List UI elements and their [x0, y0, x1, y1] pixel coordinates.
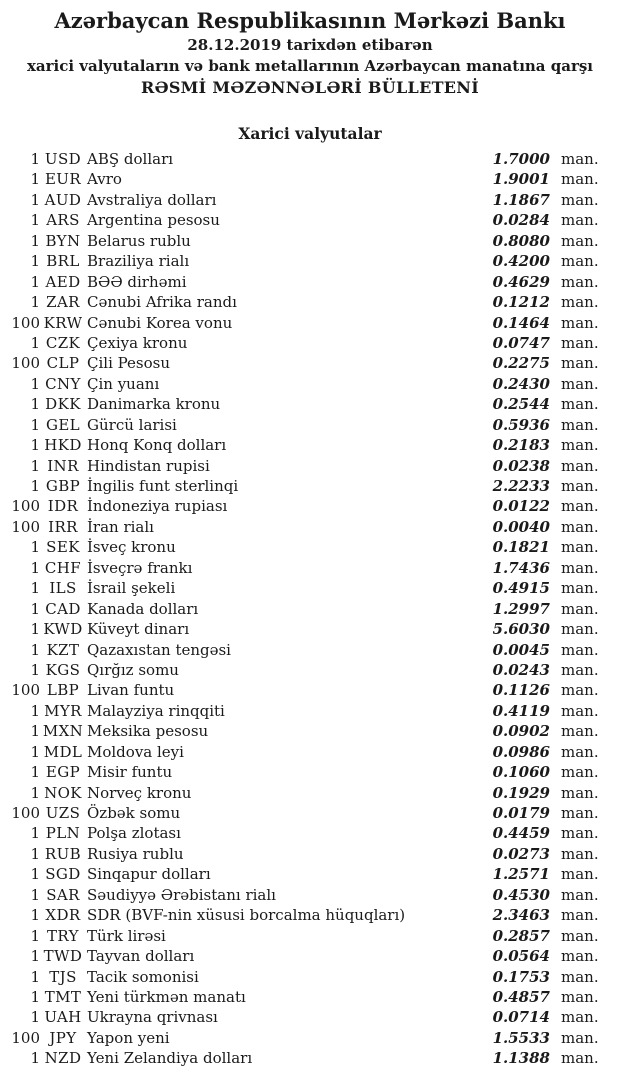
qty-cell: 1: [30, 558, 40, 577]
code-cell: LBP: [46, 681, 80, 700]
rate-cell: 0.0179: [492, 804, 550, 822]
code-cell: TMT: [44, 987, 82, 1006]
qty-cell: 1: [30, 722, 40, 741]
table-row: [0, 496, 620, 516]
table-row: [0, 190, 620, 210]
unit-cell: man.: [561, 620, 599, 639]
table-row: [0, 783, 620, 803]
table-row: [0, 456, 620, 476]
qty-cell: 1: [30, 947, 40, 966]
code-cell: UZS: [45, 804, 81, 822]
code-cell: MXN: [42, 722, 84, 741]
table-row: [0, 1028, 620, 1048]
qty-cell: 1: [30, 844, 40, 863]
qty-cell: 1: [30, 456, 40, 475]
name-cell: Tacik somonisi: [87, 967, 199, 986]
rate-cell: 0.1060: [492, 763, 550, 782]
name-cell: Özbək somu: [87, 804, 181, 822]
name-cell: BƏƏ dirhəmi: [87, 272, 187, 291]
code-cell: NZD: [44, 1049, 82, 1068]
qty-cell: 1: [30, 436, 40, 455]
table-row: [0, 701, 620, 721]
name-cell: Yeni türkmən manatı: [87, 987, 246, 1006]
code-cell: CAD: [45, 599, 81, 618]
table-row: [0, 251, 620, 271]
rate-cell: 0.0243: [492, 660, 550, 679]
unit-cell: man.: [561, 395, 599, 414]
code-cell: DKK: [45, 395, 81, 414]
unit-cell: man.: [561, 987, 599, 1006]
table-row: [0, 210, 620, 230]
table-row: [0, 1048, 620, 1068]
code-cell: ILS: [49, 579, 77, 598]
name-cell: Küveyt dinarı: [87, 620, 190, 639]
code-cell: TRY: [47, 926, 79, 945]
table-row: [0, 660, 620, 680]
code-cell: KWD: [43, 620, 83, 639]
unit-cell: man.: [561, 967, 599, 986]
table-row: [0, 905, 620, 925]
name-cell: Çexiya kronu: [87, 333, 188, 352]
table-row: [0, 374, 620, 394]
rate-cell: 0.2430: [492, 374, 550, 393]
table-row: [0, 742, 620, 762]
rate-cell: 1.2571: [492, 865, 550, 884]
rate-cell: 0.2544: [492, 395, 550, 414]
table-row: [0, 967, 620, 987]
code-cell: SEK: [46, 538, 80, 557]
qty-cell: 100: [11, 681, 40, 700]
table-row: [0, 517, 620, 537]
rate-cell: 0.0238: [492, 456, 550, 475]
name-cell: Cənubi Korea vonu: [87, 313, 233, 332]
qty-cell: 100: [11, 1028, 40, 1047]
rate-cell: 0.0564: [492, 947, 550, 966]
name-cell: İngilis funt sterlinqi: [87, 477, 239, 495]
unit-cell: man.: [561, 660, 599, 679]
rate-cell: 0.2183: [492, 436, 550, 455]
currency-rates-table: [0, 149, 620, 1069]
code-cell: TWD: [43, 947, 83, 966]
qty-cell: 1: [30, 252, 40, 271]
rate-cell: 0.0045: [492, 640, 550, 659]
qty-cell: 1: [30, 660, 40, 679]
rate-cell: 1.5533: [492, 1028, 550, 1047]
bank-title: Azərbaycan Respublikasının Mərkəzi Bankı: [54, 8, 566, 33]
unit-cell: man.: [561, 599, 599, 618]
unit-cell: man.: [561, 456, 599, 475]
name-cell: Rusiya rublu: [87, 844, 184, 863]
rate-cell: 0.0747: [492, 333, 550, 352]
name-cell: Meksika pesosu: [87, 722, 209, 741]
scope-line: xarici valyutaların və bank metallarının Azərbaycan manatına qarşı: [26, 57, 594, 75]
unit-cell: man.: [561, 865, 599, 884]
qty-cell: 1: [30, 272, 40, 291]
name-cell: Livan funtu: [87, 681, 175, 700]
rate-cell: 0.0122: [492, 497, 550, 516]
rate-cell: 1.1388: [492, 1049, 550, 1068]
rate-cell: 0.0714: [492, 1008, 550, 1027]
name-cell: Qazaxıstan tengəsi: [87, 640, 231, 659]
rate-cell: 1.9001: [492, 170, 550, 189]
unit-cell: man.: [561, 252, 599, 271]
code-cell: NOK: [44, 783, 82, 802]
name-cell: SDR (BVF-nin xüsusi borcalma hüquqları): [87, 906, 406, 925]
rate-cell: 1.7000: [492, 150, 550, 168]
code-cell: MYR: [44, 701, 82, 720]
unit-cell: man.: [561, 579, 599, 598]
rate-cell: 0.5936: [492, 415, 550, 434]
unit-cell: man.: [561, 272, 599, 291]
table-row: [0, 864, 620, 884]
rate-cell: 0.4915: [492, 579, 550, 598]
qty-cell: 100: [11, 804, 40, 822]
qty-cell: 1: [30, 477, 40, 495]
unit-cell: man.: [561, 640, 599, 659]
name-cell: Cənubi Afrika randı: [87, 293, 237, 312]
name-cell: Honq Konq dolları: [87, 436, 227, 455]
rate-cell: 0.2275: [492, 354, 550, 373]
qty-cell: 1: [30, 415, 40, 434]
name-cell: Polşa zlotası: [87, 824, 181, 843]
name-cell: Gürcü larisi: [87, 415, 177, 434]
code-cell: JPY: [49, 1028, 77, 1047]
code-cell: AED: [45, 272, 81, 291]
rate-cell: 0.4459: [492, 824, 550, 843]
unit-cell: man.: [561, 947, 599, 966]
rate-cell: 0.2857: [492, 926, 550, 945]
section-title: Xarici valyutalar: [238, 124, 382, 143]
table-row: [0, 313, 620, 333]
table-row: [0, 946, 620, 966]
rate-cell: 0.0273: [492, 844, 550, 863]
table-row: [0, 823, 620, 843]
qty-cell: 1: [30, 170, 40, 189]
code-cell: TJS: [49, 967, 77, 986]
code-cell: ARS: [46, 211, 80, 230]
table-row: [0, 885, 620, 905]
table-row: [0, 231, 620, 251]
name-cell: Çin yuanı: [87, 374, 160, 393]
table-row: [0, 149, 620, 169]
rate-cell: 0.4629: [492, 272, 550, 291]
rate-cell: 0.1126: [492, 681, 550, 700]
code-cell: MDL: [43, 742, 83, 761]
table-row: [0, 272, 620, 292]
bulletin-title: RƏSMİ MƏZƏNNƏLƏRİ BÜLLETENİ: [140, 78, 480, 97]
qty-cell: 1: [30, 701, 40, 720]
unit-cell: man.: [561, 538, 599, 557]
qty-cell: 100: [11, 313, 40, 332]
table-row: [0, 333, 620, 353]
effective-date-line: 28.12.2019 tarixdən etibarən: [187, 36, 433, 54]
unit-cell: man.: [561, 497, 599, 516]
code-cell: KZT: [46, 640, 80, 659]
table-row: [0, 803, 620, 823]
code-cell: AUD: [44, 190, 82, 209]
table-row: [0, 721, 620, 741]
unit-cell: man.: [561, 190, 599, 209]
qty-cell: 1: [30, 599, 40, 618]
qty-cell: 1: [30, 150, 40, 168]
name-cell: Kanada dolları: [87, 599, 199, 618]
code-cell: CLP: [46, 354, 80, 373]
code-cell: SGD: [45, 865, 81, 884]
table-row: [0, 1007, 620, 1027]
rate-cell: 0.1753: [492, 967, 550, 986]
rate-cell: 0.4119: [492, 701, 550, 720]
qty-cell: 1: [30, 783, 40, 802]
rate-cell: 0.0986: [492, 742, 550, 761]
rate-cell: 0.4200: [492, 252, 550, 271]
rate-cell: 0.1464: [492, 313, 550, 332]
rate-cell: 0.4857: [492, 987, 550, 1006]
qty-cell: 1: [30, 190, 40, 209]
table-row: [0, 599, 620, 619]
code-cell: HKD: [44, 436, 82, 455]
table-row: [0, 353, 620, 373]
table-row: [0, 762, 620, 782]
code-cell: GEL: [45, 415, 81, 434]
qty-cell: 1: [30, 620, 40, 639]
unit-cell: man.: [561, 804, 599, 822]
code-cell: INR: [47, 456, 79, 475]
unit-cell: man.: [561, 763, 599, 782]
unit-cell: man.: [561, 477, 599, 495]
name-cell: İran rialı: [87, 517, 154, 536]
name-cell: Norveç kronu: [87, 783, 192, 802]
code-cell: SAR: [46, 885, 80, 904]
name-cell: Çili Pesosu: [87, 354, 171, 373]
qty-cell: 1: [30, 579, 40, 598]
qty-cell: 1: [30, 885, 40, 904]
rate-cell: 0.0040: [492, 517, 550, 536]
rate-cell: 0.1821: [492, 538, 550, 557]
qty-cell: 1: [30, 333, 40, 352]
unit-cell: man.: [561, 415, 599, 434]
qty-cell: 100: [11, 497, 40, 516]
rate-cell: 0.8080: [492, 231, 550, 250]
table-row: [0, 619, 620, 639]
unit-cell: man.: [561, 354, 599, 373]
rate-cell: 0.0284: [492, 211, 550, 230]
unit-cell: man.: [561, 1008, 599, 1027]
name-cell: Türk lirəsi: [87, 926, 166, 945]
table-row: [0, 987, 620, 1007]
qty-cell: 1: [30, 926, 40, 945]
qty-cell: 1: [30, 1008, 40, 1027]
code-cell: BRL: [46, 252, 80, 271]
table-row: [0, 537, 620, 557]
table-row: [0, 292, 620, 312]
qty-cell: 1: [30, 1049, 40, 1068]
unit-cell: man.: [561, 170, 599, 189]
qty-cell: 1: [30, 538, 40, 557]
rate-cell: 5.6030: [492, 620, 550, 639]
unit-cell: man.: [561, 293, 599, 312]
unit-cell: man.: [561, 885, 599, 904]
table-row: [0, 558, 620, 578]
code-cell: RUB: [44, 844, 82, 863]
name-cell: Danimarka kronu: [87, 395, 221, 414]
code-cell: IDR: [47, 497, 79, 516]
qty-cell: 100: [11, 354, 40, 373]
code-cell: UAH: [44, 1008, 82, 1027]
code-cell: CZK: [45, 333, 81, 352]
rate-cell: 1.7436: [492, 558, 550, 577]
unit-cell: man.: [561, 1049, 599, 1068]
rate-cell: 0.1212: [492, 293, 550, 312]
qty-cell: 1: [30, 906, 40, 925]
unit-cell: man.: [561, 211, 599, 230]
unit-cell: man.: [561, 436, 599, 455]
table-row: [0, 578, 620, 598]
code-cell: EUR: [44, 170, 82, 189]
name-cell: Moldova leyi: [87, 742, 184, 761]
qty-cell: 1: [30, 640, 40, 659]
qty-cell: 1: [30, 824, 40, 843]
unit-cell: man.: [561, 722, 599, 741]
unit-cell: man.: [561, 906, 599, 925]
code-cell: EGP: [45, 763, 81, 782]
name-cell: Yapon yeni: [87, 1028, 170, 1047]
unit-cell: man.: [561, 517, 599, 536]
qty-cell: 1: [30, 763, 40, 782]
qty-cell: 1: [30, 374, 40, 393]
name-cell: Qırğız somu: [87, 660, 179, 679]
name-cell: Yeni Zelandiya dolları: [87, 1049, 253, 1068]
code-cell: BYN: [45, 231, 81, 250]
unit-cell: man.: [561, 701, 599, 720]
qty-cell: 1: [30, 742, 40, 761]
qty-cell: 1: [30, 211, 40, 230]
rate-cell: 1.2997: [492, 599, 550, 618]
rate-cell: 1.1867: [492, 190, 550, 209]
unit-cell: man.: [561, 783, 599, 802]
rate-cell: 0.1929: [492, 783, 550, 802]
unit-cell: man.: [561, 313, 599, 332]
name-cell: Səudiyyə Ərəbistanı rialı: [87, 885, 276, 904]
name-cell: İndoneziya rupiası: [87, 497, 228, 516]
unit-cell: man.: [561, 742, 599, 761]
code-cell: KGS: [45, 660, 81, 679]
qty-cell: 1: [30, 865, 40, 884]
qty-cell: 1: [30, 293, 40, 312]
name-cell: Hindistan rupisi: [87, 456, 210, 475]
table-row: [0, 415, 620, 435]
unit-cell: man.: [561, 150, 599, 168]
unit-cell: man.: [561, 926, 599, 945]
unit-cell: man.: [561, 558, 599, 577]
unit-cell: man.: [561, 824, 599, 843]
name-cell: Sinqapur dolları: [87, 865, 211, 884]
name-cell: Tayvan dolları: [87, 947, 195, 966]
code-cell: IRR: [48, 517, 78, 536]
unit-cell: man.: [561, 844, 599, 863]
qty-cell: 1: [30, 987, 40, 1006]
rate-cell: 2.3463: [492, 906, 550, 925]
name-cell: Braziliya rialı: [87, 252, 190, 271]
name-cell: ABŞ dolları: [87, 150, 174, 168]
table-row: [0, 476, 620, 496]
code-cell: ZAR: [46, 293, 80, 312]
document-header: [0, 9, 620, 98]
code-cell: GBP: [45, 477, 81, 495]
name-cell: Misir funtu: [87, 763, 173, 782]
qty-cell: 1: [30, 395, 40, 414]
unit-cell: man.: [561, 333, 599, 352]
name-cell: Ukrayna qrivnası: [87, 1008, 218, 1027]
table-row: [0, 394, 620, 414]
name-cell: İsveçrə frankı: [87, 558, 193, 577]
rate-cell: 0.0902: [492, 722, 550, 741]
name-cell: Avstraliya dolları: [87, 190, 217, 209]
code-cell: XDR: [45, 906, 81, 925]
code-cell: KRW: [43, 313, 83, 332]
table-row: [0, 169, 620, 189]
code-cell: PLN: [45, 824, 81, 843]
rate-cell: 2.2233: [492, 477, 550, 495]
name-cell: Avro: [87, 170, 122, 189]
name-cell: Belarus rublu: [87, 231, 191, 250]
table-row: [0, 680, 620, 700]
name-cell: İsveç kronu: [87, 538, 176, 557]
name-cell: Argentina pesosu: [87, 211, 220, 230]
rate-cell: 0.4530: [492, 885, 550, 904]
table-row: [0, 435, 620, 455]
name-cell: Malayziya rinqqiti: [87, 701, 225, 720]
table-row: [0, 640, 620, 660]
unit-cell: man.: [561, 1028, 599, 1047]
unit-cell: man.: [561, 681, 599, 700]
code-cell: CHF: [44, 558, 82, 577]
qty-cell: 1: [30, 231, 40, 250]
code-cell: CNY: [45, 374, 81, 393]
name-cell: İsrail şekeli: [87, 579, 176, 598]
unit-cell: man.: [561, 231, 599, 250]
table-row: [0, 844, 620, 864]
qty-cell: 1: [30, 967, 40, 986]
code-cell: USD: [44, 150, 82, 168]
qty-cell: 100: [11, 517, 40, 536]
table-row: [0, 926, 620, 946]
unit-cell: man.: [561, 374, 599, 393]
